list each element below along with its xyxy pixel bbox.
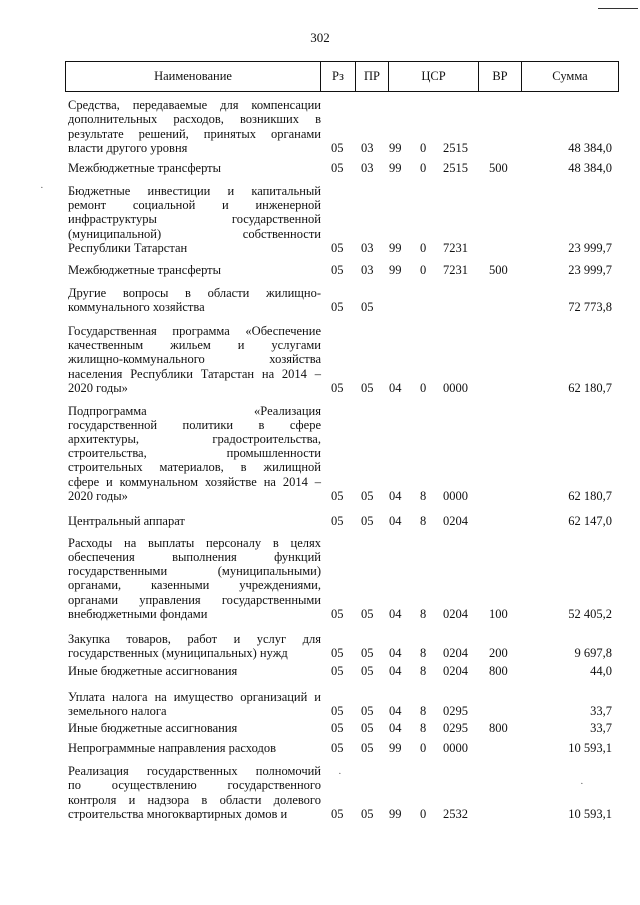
cell-pr: 03 <box>361 241 374 255</box>
row-name-line: Государственная программа «Обеспечение <box>68 323 321 338</box>
row-name-line: архитектуры, градостроительства, <box>68 431 321 446</box>
cell-c1: 04 <box>389 381 402 395</box>
row-name-line: обеспечения выполнения функций <box>68 549 321 564</box>
row-name-line: власти другого уровня <box>68 140 188 155</box>
row-name-line: Закупка товаров, работ и услуг для <box>68 631 321 646</box>
cell-rz: 05 <box>331 241 344 255</box>
row-name <box>68 98 321 155</box>
row-name <box>68 664 321 678</box>
cell-c3: 0000 <box>443 489 468 503</box>
header-vr: ВР <box>492 69 508 83</box>
cell-sum: 9 697,8 <box>574 646 612 660</box>
cell-pr: 05 <box>361 646 374 660</box>
row-name-line: Межбюджетные трансферты <box>68 262 222 277</box>
header-rz: Рз <box>332 69 344 83</box>
cell-rz: 05 <box>331 300 344 314</box>
cell-c3: 0204 <box>443 664 468 678</box>
row-name-line: строительных материалов, в жилищной <box>68 460 321 475</box>
row-name <box>68 161 321 175</box>
stray-dot: · <box>338 768 342 780</box>
row-name-line: земельного налога <box>68 703 167 718</box>
table-row <box>65 763 620 821</box>
cell-rz: 05 <box>331 704 344 718</box>
cell-c2: 8 <box>420 607 427 621</box>
row-name-line: дополнительных расходов, возникших в <box>68 112 321 127</box>
row-name <box>68 764 321 821</box>
cell-c3: 2532 <box>443 807 468 821</box>
row-name <box>68 404 321 503</box>
cell-c2: 0 <box>420 807 427 821</box>
cell-sum: 10 593,1 <box>568 807 612 821</box>
row-name-line: жилищно-коммунального хозяйства <box>68 352 321 367</box>
cell-pr: 03 <box>361 141 374 155</box>
cell-pr: 05 <box>361 664 374 678</box>
cell-pr: 05 <box>361 514 374 528</box>
cell-rz: 05 <box>331 141 344 155</box>
cell-c2: 8 <box>420 704 427 718</box>
row-name <box>68 324 321 395</box>
row-name-line: Бюджетные инвестиции и капитальный <box>68 183 321 198</box>
table-row <box>65 628 620 660</box>
row-name-line: строительства многоквартирных домов и <box>68 806 288 821</box>
row-name-line: Уплата налога на имущество организаций и <box>68 689 321 704</box>
row-name <box>68 721 321 735</box>
row-name-line: ремонт социальной и инженерной <box>68 198 321 213</box>
header-pr: ПР <box>364 69 380 83</box>
row-name <box>68 263 321 277</box>
cell-c1: 04 <box>389 704 402 718</box>
top-right-rule <box>598 8 638 9</box>
row-name-line: Реализация государственных полномочий <box>68 764 321 779</box>
cell-c3: 0204 <box>443 607 468 621</box>
row-name-line: Средства, передаваемые для компенсации <box>68 98 321 113</box>
cell-pr: 05 <box>361 721 374 735</box>
cell-sum: 52 405,2 <box>568 607 612 621</box>
page-number: 302 <box>310 30 330 45</box>
cell-c2: 0 <box>420 741 427 755</box>
cell-rz: 05 <box>331 161 344 175</box>
cell-sum: 48 384,0 <box>568 161 612 175</box>
cell-rz: 05 <box>331 646 344 660</box>
row-name-line: 2020 годы» <box>68 488 128 503</box>
cell-c1: 99 <box>389 141 402 155</box>
cell-c2: 8 <box>420 514 427 528</box>
cell-rz: 05 <box>331 489 344 503</box>
row-name-line: инфраструктуры государственной <box>68 212 321 227</box>
cell-sum: 44,0 <box>590 664 612 678</box>
row-name <box>68 632 321 660</box>
cell-pr: 03 <box>361 263 374 277</box>
row-name-line: государственными (муниципальными) <box>68 564 321 579</box>
cell-pr: 05 <box>361 807 374 821</box>
cell-c3: 0000 <box>443 381 468 395</box>
table-header <box>65 61 619 92</box>
row-name-line: Центральный аппарат <box>68 513 185 528</box>
cell-sum: 62 180,7 <box>568 381 612 395</box>
cell-vr: 800 <box>489 721 508 735</box>
cell-sum: 48 384,0 <box>568 141 612 155</box>
table-row <box>65 740 620 755</box>
cell-rz: 05 <box>331 664 344 678</box>
cell-c1: 04 <box>389 646 402 660</box>
cell-rz: 05 <box>331 381 344 395</box>
cell-pr: 05 <box>361 300 374 314</box>
cell-c1: 99 <box>389 263 402 277</box>
table-row <box>65 94 620 155</box>
cell-c3: 2515 <box>443 141 468 155</box>
table-row <box>65 401 620 503</box>
stray-dot: · <box>40 182 44 194</box>
header-csr: ЦСР <box>421 69 446 83</box>
cell-c3: 0295 <box>443 704 468 718</box>
row-name-line: Иные бюджетные ассигнования <box>68 663 238 678</box>
cell-c2: 0 <box>420 381 427 395</box>
row-name-line: государственных (муниципальных) нужд <box>68 645 288 660</box>
row-name-line: Расходы на выплаты персоналу в целях <box>68 535 321 550</box>
cell-c2: 0 <box>420 263 427 277</box>
cell-pr: 03 <box>361 161 374 175</box>
row-name-line: населения Республики Татарстан на 2014 – <box>68 366 321 381</box>
stray-dot: · <box>580 778 584 790</box>
cell-rz: 05 <box>331 741 344 755</box>
cell-vr: 100 <box>489 607 508 621</box>
row-name-line: внебюджетными фондами <box>68 606 208 621</box>
cell-c1: 04 <box>389 514 402 528</box>
cell-pr: 05 <box>361 381 374 395</box>
cell-c3: 0295 <box>443 721 468 735</box>
row-name-line: государственной политики в сфере <box>68 417 321 432</box>
row-name-line: органами управления государственными <box>68 592 321 607</box>
cell-c1: 99 <box>389 741 402 755</box>
table-row <box>65 686 620 718</box>
cell-rz: 05 <box>331 607 344 621</box>
row-name-line: результате решений, принятых органами <box>68 126 321 141</box>
row-name-line: Подпрограмма «Реализация <box>68 403 321 418</box>
cell-sum: 62 147,0 <box>568 514 612 528</box>
row-name <box>68 690 321 718</box>
cell-c2: 8 <box>420 646 427 660</box>
cell-c1: 04 <box>389 607 402 621</box>
cell-sum: 23 999,7 <box>568 263 612 277</box>
table-row <box>65 158 620 175</box>
cell-c2: 8 <box>420 664 427 678</box>
table-row <box>65 282 620 314</box>
cell-pr: 05 <box>361 741 374 755</box>
cell-sum: 72 773,8 <box>568 300 612 314</box>
table-row <box>65 180 620 255</box>
row-name-line: (муниципальной) собственности <box>68 226 321 241</box>
cell-c2: 8 <box>420 721 427 735</box>
row-name-line: коммунального хозяйства <box>68 299 205 314</box>
cell-c3: 2515 <box>443 161 468 175</box>
row-name <box>68 514 321 528</box>
header-sum: Сумма <box>552 69 588 83</box>
cell-vr: 500 <box>489 161 508 175</box>
table-row <box>65 721 620 735</box>
row-name <box>68 184 321 255</box>
cell-c3: 7231 <box>443 241 468 255</box>
row-name <box>68 741 321 755</box>
cell-sum: 23 999,7 <box>568 241 612 255</box>
cell-sum: 33,7 <box>590 721 612 735</box>
cell-sum: 33,7 <box>590 704 612 718</box>
row-name-line: Иные бюджетные ассигнования <box>68 720 238 735</box>
row-name <box>68 286 321 314</box>
cell-vr: 200 <box>489 646 508 660</box>
cell-c3: 0204 <box>443 646 468 660</box>
table-row <box>65 511 620 528</box>
header-name: Наименование <box>154 69 232 83</box>
cell-vr: 500 <box>489 263 508 277</box>
cell-sum: 62 180,7 <box>568 489 612 503</box>
row-name-line: Другие вопросы в области жилищно- <box>68 285 321 300</box>
row-name-line: по осуществлению государственного <box>68 778 321 793</box>
cell-c2: 0 <box>420 241 427 255</box>
cell-rz: 05 <box>331 721 344 735</box>
cell-c2: 8 <box>420 489 427 503</box>
cell-c3: 7231 <box>443 263 468 277</box>
cell-rz: 05 <box>331 514 344 528</box>
row-name-line: контроля и надзора в области долевого <box>68 792 321 807</box>
cell-c1: 99 <box>389 807 402 821</box>
cell-c2: 0 <box>420 141 427 155</box>
row-name <box>68 536 321 621</box>
cell-c1: 99 <box>389 161 402 175</box>
cell-c2: 0 <box>420 161 427 175</box>
table-row <box>65 321 620 395</box>
cell-c1: 99 <box>389 241 402 255</box>
cell-vr: 800 <box>489 664 508 678</box>
table-row <box>65 664 620 678</box>
cell-rz: 05 <box>331 263 344 277</box>
cell-sum: 10 593,1 <box>568 741 612 755</box>
row-name-line: качественным жильем и услугами <box>68 338 321 353</box>
cell-c3: 0000 <box>443 741 468 755</box>
row-name-line: Непрограммные направления расходов <box>68 740 276 755</box>
row-name-line: органами, казенными учреждениями, <box>68 578 321 593</box>
row-name-line: 2020 годы» <box>68 380 128 395</box>
cell-c1: 04 <box>389 721 402 735</box>
cell-pr: 05 <box>361 607 374 621</box>
cell-c1: 04 <box>389 489 402 503</box>
row-name-line: строительства, промышленности <box>68 446 321 461</box>
cell-pr: 05 <box>361 489 374 503</box>
row-name-line: Межбюджетные трансферты <box>68 160 222 175</box>
cell-pr: 05 <box>361 704 374 718</box>
row-name-line: сфере и коммунальном хозяйстве на 2014 – <box>68 474 321 489</box>
table-row <box>65 261 620 277</box>
cell-rz: 05 <box>331 807 344 821</box>
cell-c3: 0204 <box>443 514 468 528</box>
table-row <box>65 533 620 621</box>
row-name-line: Республики Татарстан <box>68 240 188 255</box>
cell-c1: 04 <box>389 664 402 678</box>
